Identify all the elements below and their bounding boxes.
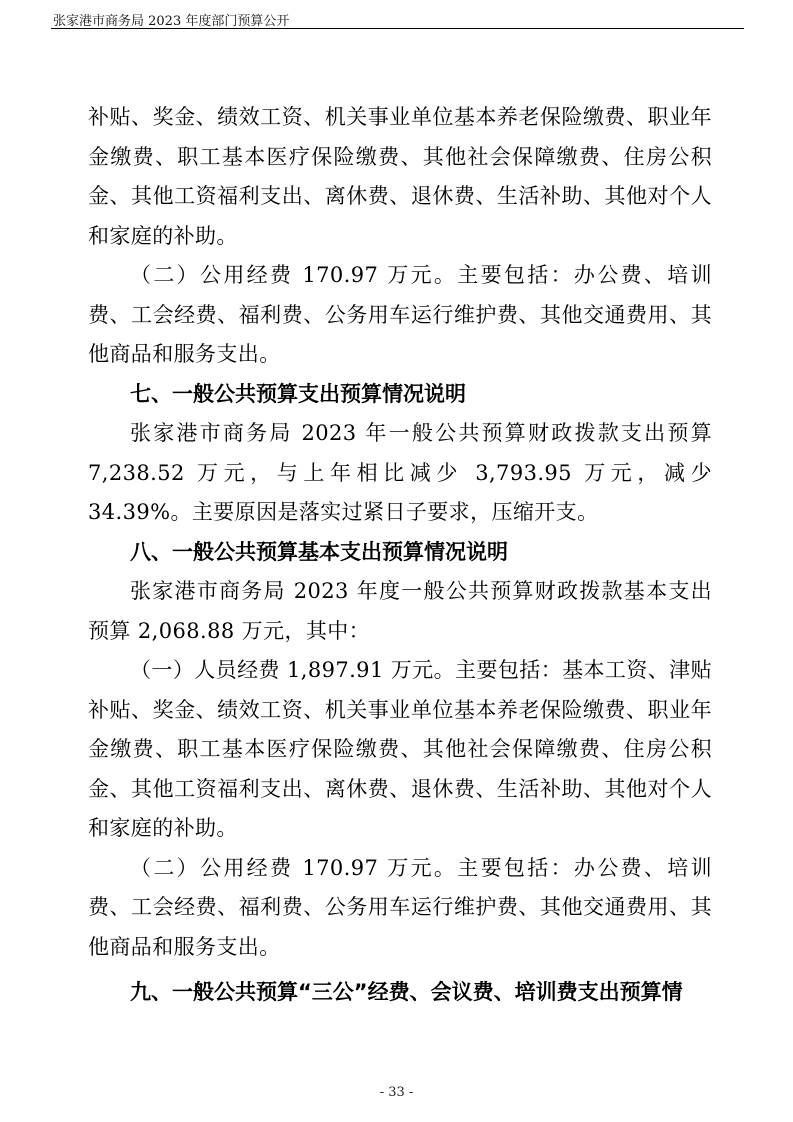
header-rule	[51, 28, 744, 29]
section-heading-8: 八、一般公共预算基本支出预算情况说明	[130, 539, 508, 564]
page-number: - 33 -	[379, 1085, 414, 1100]
paragraph-personnel-continued: 补贴、奖金、绩效工资、机关事业单位基本养老保险缴费、职业年金缴费、职工基本医疗保险缴费、其他社会保障缴费、住房公积金、其他工资福利支出、离休费、退休费、生活补助、其他对个人和家庭的补助。	[88, 105, 712, 248]
paragraph-basic-budget: 张家港市商务局 2023 年度一般公共预算财政拨款基本支出预算 2,068.88 万元，其中：	[88, 579, 712, 643]
paragraph-public-expenses-2: （二）公用经费 170.97 万元。主要包括：办公费、培训费、工会经费、福利费、公务用车运行维护费、其他交通费用、其他商品和服务支出。	[88, 855, 712, 959]
page-header: 张家港市商务局 2023 年度部门预算公开	[53, 14, 290, 29]
paragraph-public-expenses: （二）公用经费 170.97 万元。主要包括：办公费、培训费、工会经费、福利费、公务用车运行维护费、其他交通费用、其他商品和服务支出。	[88, 263, 712, 366]
section-heading-9: 九、一般公共预算“三公”经费、会议费、培训费支出预算情	[130, 980, 683, 1004]
document-body	[88, 98, 712, 1013]
paragraph-personnel-expenses: （一）人员经费 1,897.91 万元。主要包括：基本工资、津贴补贴、奖金、绩效工资、机关事业单位基本养老保险缴费、职业年金缴费、职工基本医疗保险缴费、其他社会保障缴费、住房公积金、其他工资福利支出、离休费、退休费、生活补助、其他对个人和家庭的补助。	[88, 658, 712, 840]
paragraph-general-budget: 张家港市商务局 2023 年一般公共预算财政拨款支出预算 7,238.52 万元，与上年相比减少 3,793.95 万元，减少 34.39%。主要原因是落实过紧日子要求，压缩开支。	[88, 421, 712, 524]
section-heading-7: 七、一般公共预算支出预算情况说明	[130, 381, 466, 406]
